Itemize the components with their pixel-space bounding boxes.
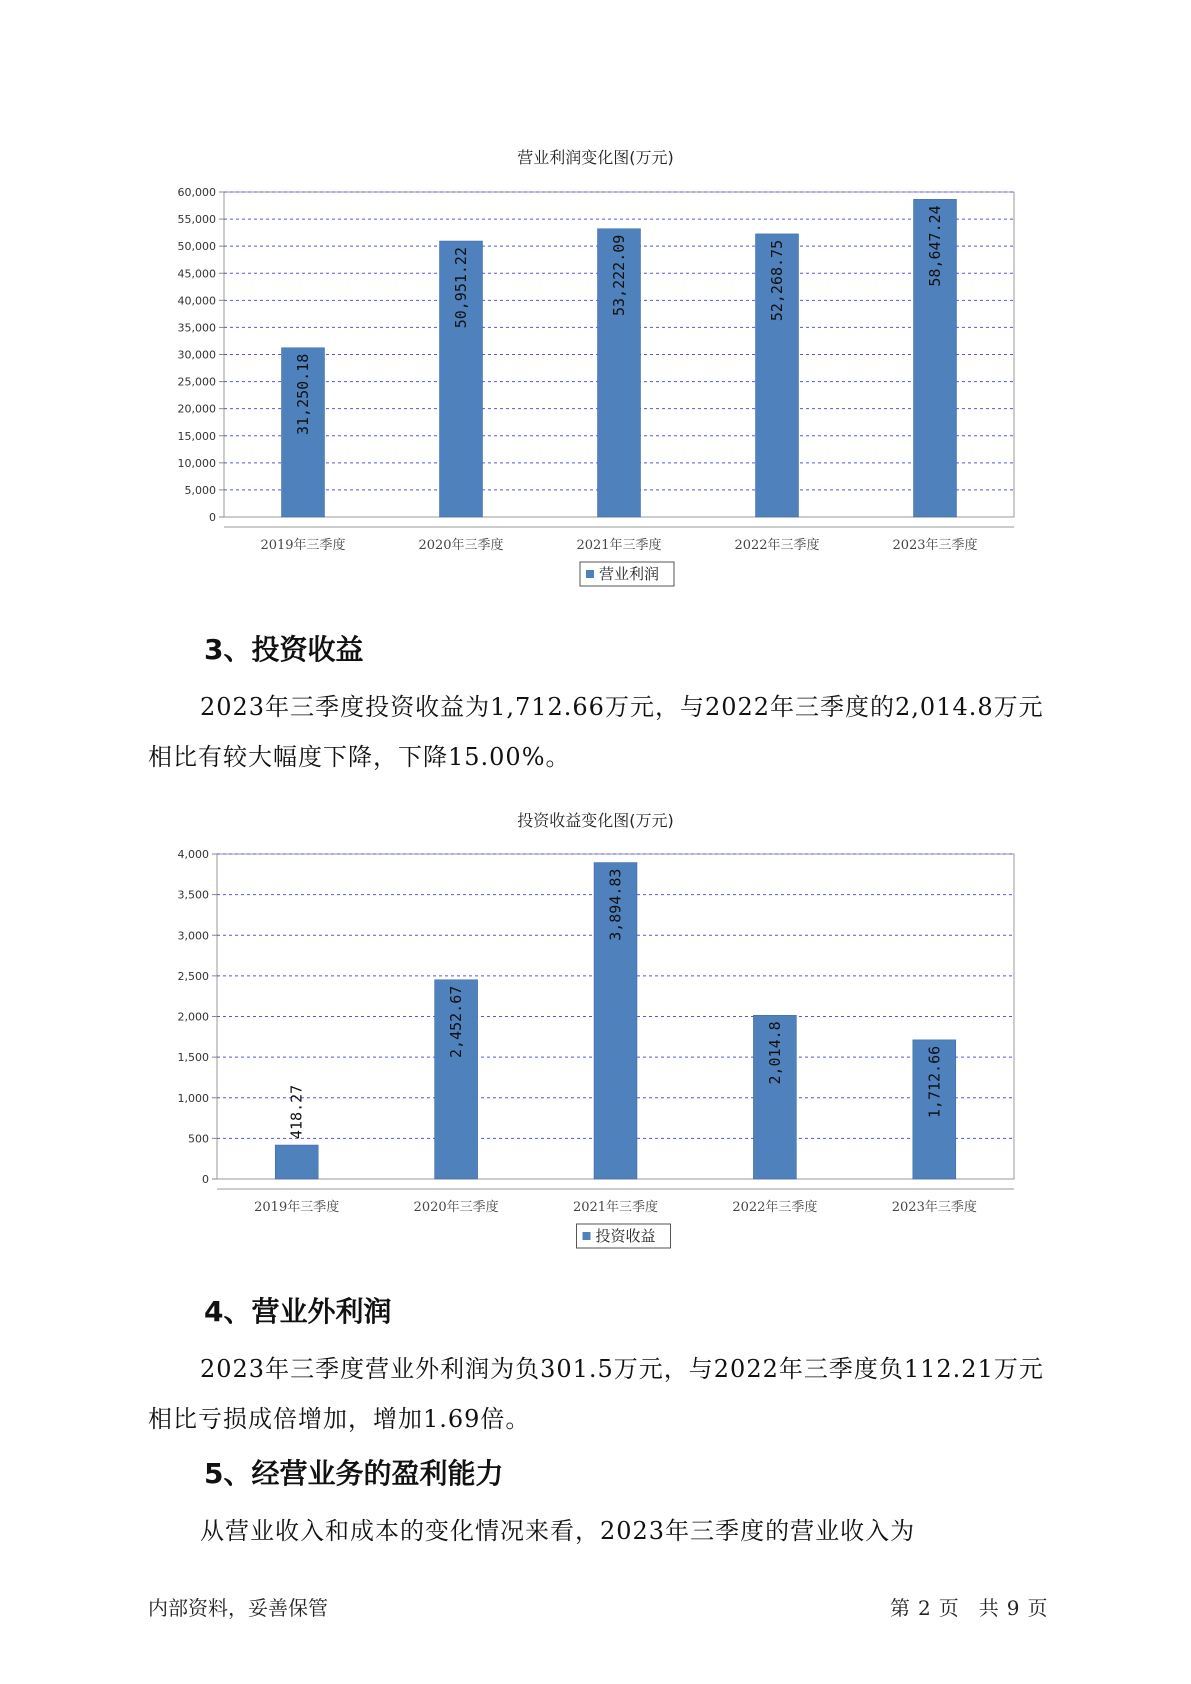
y-tick-label: 35,000 bbox=[177, 321, 216, 335]
data-label: 58,647.24 bbox=[926, 205, 944, 287]
y-tick-label: 10,000 bbox=[177, 456, 216, 470]
y-tick-label: 1,000 bbox=[177, 1091, 209, 1105]
paragraph-investment-income: 2023年三季度投资收益为1,712.66万元，与2022年三季度的2,014.8万元相比有较大幅度下降，下降15.00%。 bbox=[148, 693, 1044, 771]
x-tick-label: 2020年三季度 bbox=[418, 538, 504, 553]
data-label: 3,894.83 bbox=[606, 868, 625, 941]
y-tick-label: 55,000 bbox=[177, 213, 216, 227]
legend-label: 营业利润 bbox=[599, 565, 660, 583]
y-tick-label: 40,000 bbox=[177, 294, 216, 308]
y-tick-label: 3,000 bbox=[177, 929, 209, 943]
y-tick-label: 1,500 bbox=[177, 1051, 209, 1065]
data-label: 418.27 bbox=[287, 1084, 306, 1140]
data-label: 53,222.09 bbox=[610, 234, 628, 316]
legend-swatch bbox=[586, 570, 594, 578]
y-tick-label: 20,000 bbox=[177, 402, 216, 416]
x-tick-label: 2020年三季度 bbox=[413, 1200, 499, 1215]
footer-page-number bbox=[890, 1592, 1047, 1621]
y-tick-label: 3,500 bbox=[177, 888, 209, 902]
x-tick-label: 2022年三季度 bbox=[734, 538, 820, 553]
x-tick-label: 2019年三季度 bbox=[260, 538, 346, 553]
y-tick-label: 25,000 bbox=[177, 375, 216, 389]
x-tick-label: 2021年三季度 bbox=[572, 1200, 659, 1215]
y-tick-label: 30,000 bbox=[177, 348, 216, 362]
legend-swatch bbox=[583, 1232, 591, 1240]
x-tick-label: 2019年三季度 bbox=[254, 1200, 340, 1215]
x-tick-label: 2023年三季度 bbox=[892, 538, 978, 553]
investment-income-chart bbox=[0, 832, 1191, 1252]
section-heading-investment-income: 3、投资收益 bbox=[204, 633, 364, 666]
x-tick-label: 2021年三季度 bbox=[576, 538, 662, 553]
y-tick-label: 50,000 bbox=[177, 240, 216, 254]
legend-label: 投资收益 bbox=[595, 1227, 656, 1245]
y-tick-label: 0 bbox=[209, 511, 216, 524]
page-suffix: 页 bbox=[1027, 1596, 1048, 1620]
section-heading-non-operating-profit: 4、营业外利润 bbox=[204, 1295, 392, 1328]
y-tick-label: 500 bbox=[188, 1132, 209, 1146]
bar bbox=[275, 1145, 318, 1179]
footer-confidential-note: 内部资料，妥善保管 bbox=[148, 1596, 328, 1620]
paragraph-profitability: 从营业收入和成本的变化情况来看，2023年三季度的营业收入为 bbox=[200, 1517, 916, 1545]
page-prefix: 第 bbox=[890, 1596, 910, 1620]
data-label: 52,268.75 bbox=[768, 239, 786, 322]
y-tick-label: 2,000 bbox=[177, 1010, 209, 1024]
y-tick-label: 5,000 bbox=[184, 483, 216, 497]
data-label: 31,250.18 bbox=[294, 353, 312, 436]
y-tick-label: 60,000 bbox=[177, 186, 216, 199]
x-tick-label: 2023年三季度 bbox=[891, 1200, 977, 1215]
page-mid: 页 共 bbox=[938, 1596, 999, 1620]
y-tick-label: 15,000 bbox=[177, 429, 216, 443]
y-tick-label: 4,000 bbox=[177, 848, 209, 861]
data-label: 2,014.8 bbox=[765, 1021, 784, 1085]
operating-profit-chart bbox=[0, 170, 1191, 590]
total-pages: 9 bbox=[1006, 1596, 1020, 1620]
chart-title-investment-income: 投资收益变化图(万元) bbox=[517, 811, 674, 830]
data-label: 2,452.67 bbox=[447, 985, 466, 1058]
y-tick-label: 0 bbox=[202, 1173, 209, 1186]
paragraph-non-operating-profit: 2023年三季度营业外利润为负301.5万元，与2022年三季度负112.21万元相比亏损成倍增加，增加1.69倍。 bbox=[148, 1355, 1044, 1433]
data-label: 50,951.22 bbox=[452, 247, 470, 329]
chart-title-operating-profit: 营业利润变化图(万元) bbox=[517, 148, 674, 167]
current-page: 2 bbox=[918, 1596, 931, 1620]
section-heading-profitability: 5、经营业务的盈利能力 bbox=[204, 1457, 504, 1490]
y-tick-label: 2,500 bbox=[177, 969, 209, 983]
data-label: 1,712.66 bbox=[925, 1045, 944, 1119]
y-tick-label: 45,000 bbox=[177, 267, 216, 281]
x-tick-label: 2022年三季度 bbox=[732, 1200, 818, 1215]
